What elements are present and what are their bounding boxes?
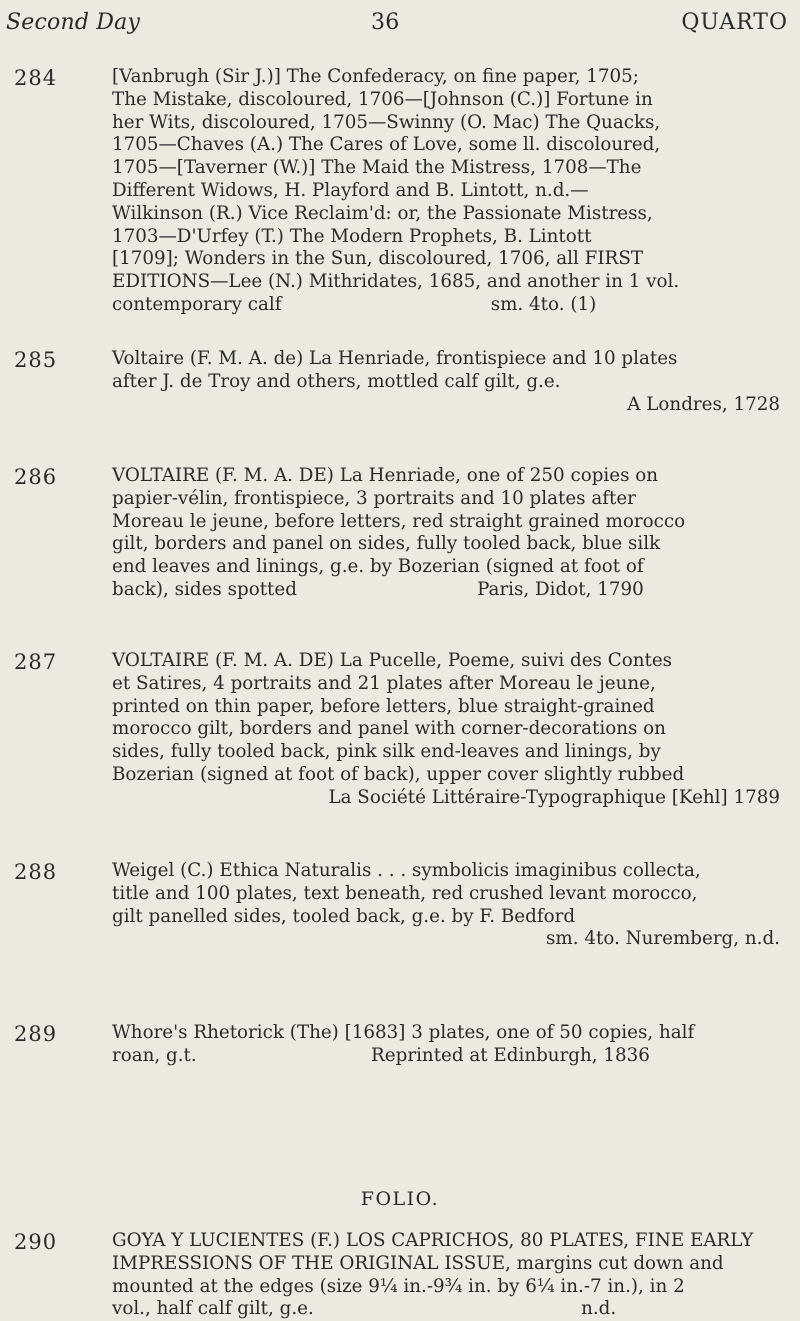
lot-line: GOYA Y LUCIENTES (F.) LOS CAPRICHOS, 80 PLATES, FINE EARLY: [112, 1230, 754, 1251]
lot-description: [112, 650, 780, 810]
lot-line: gilt, borders and panel on sides, fully tooled back, blue silk: [112, 533, 661, 555]
lot-line: IMPRESSIONS OF THE ORIGINAL ISSUE, margins cut down and: [112, 1252, 724, 1274]
lot-description: [112, 465, 780, 602]
lot-line: printed on thin paper, before letters, blue straight-grained: [112, 695, 655, 717]
lot-line: Bozerian (signed at foot of back), upper cover slightly rubbed: [112, 763, 685, 785]
page-number: 36: [371, 10, 400, 35]
lot-line: The Mistake, discoloured, 1706—[Johnson (C.)] Fortune in: [112, 88, 653, 110]
lot-line: 1703—D'Urfey (T.) The Modern Prophets, B. Lintott: [112, 225, 592, 247]
lot-line: VOLTAIRE (F. M. A. DE) La Henriade, one of 250 copies on: [112, 465, 659, 486]
lot-line: papier-vélin, frontispiece, 3 portraits and 10 plates after: [112, 487, 636, 509]
lot-imprint: La Société Littéraire-Typographique [Kehl] 1789: [328, 786, 780, 808]
lot-line: title and 100 plates, text beneath, red crushed levant morocco,: [112, 882, 698, 904]
lot-line: sides, fully tooled back, pink silk end-leaves and linings, by: [112, 741, 661, 763]
lot-imprint: A Londres, 1728: [627, 393, 780, 415]
lot-line: [Vanbrugh (Sir J.)] The Confederacy, on fine paper, 1705;: [112, 66, 639, 87]
lot-number: 284: [14, 66, 58, 90]
lot-line: 1705—[Taverner (W.)] The Maid the Mistress, 1708—The: [112, 157, 642, 179]
lot-description: [112, 1022, 780, 1068]
lot-line: vol., half calf gilt, g.e. n.d.: [112, 1298, 617, 1320]
lot-line: her Wits, discoloured, 1705—Swinny (O. Mac) The Quacks,: [112, 111, 661, 133]
lot-imprint: sm. 4to. Nuremberg, n.d.: [546, 928, 780, 950]
lot-description: [112, 1230, 780, 1321]
lot-line: after J. de Troy and others, mottled calf gilt, g.e.: [112, 370, 561, 392]
lot-line: end leaves and linings, g.e. by Bozerian (signed at foot of: [112, 556, 644, 578]
lot-line: VOLTAIRE (F. M. A. DE) La Pucelle, Poeme, suivi des Contes: [112, 650, 673, 671]
lot-line: mounted at the edges (size 9¼ in.-9¾ in. by 6¼ in.-7 in.), in 2: [112, 1275, 685, 1297]
lot-line: Moreau le jeune, before letters, red straight grained morocco: [112, 510, 686, 532]
running-head: [6, 10, 788, 44]
lot-line: Voltaire (F. M. A. de) La Henriade, frontispiece and 10 plates: [112, 348, 678, 369]
running-head-format: QUARTO: [681, 10, 788, 35]
lot-number: 286: [14, 465, 58, 489]
lot-line: Weigel (C.) Ethica Naturalis . . . symbolicis imaginibus collecta,: [112, 860, 701, 881]
lot-number: 288: [14, 860, 58, 884]
lot-line: back), sides spotted Paris, Didot, 1790: [112, 578, 644, 600]
running-head-day: Second Day: [6, 10, 141, 35]
lot-line: morocco gilt, borders and panel with corner-decorations on: [112, 718, 666, 740]
section-heading: FOLIO.: [360, 1188, 440, 1210]
lot-line: EDITIONS—Lee (N.) Mithridates, 1685, and another in 1 vol.: [112, 271, 680, 293]
lot-number: 289: [14, 1022, 58, 1046]
lot-line: Different Widows, H. Playford and B. Lintott, n.d.—: [112, 179, 589, 201]
lot-number: 290: [14, 1230, 58, 1254]
lot-line: [1709]; Wonders in the Sun, discoloured, 1706, all FIRST: [112, 248, 644, 270]
lot-line: et Satires, 4 portraits and 21 plates after Moreau le jeune,: [112, 672, 656, 694]
lot-description: [112, 860, 780, 951]
lot-number: 285: [14, 348, 58, 372]
lot-line: Wilkinson (R.) Vice Reclaim'd: or, the Passionate Mistress,: [112, 202, 653, 224]
lot-line: gilt panelled sides, tooled back, g.e. by F. Bedford: [112, 905, 576, 927]
lot-line: 1705—Chaves (A.) The Cares of Love, some ll. discoloured,: [112, 134, 661, 156]
lot-description: [112, 66, 780, 317]
lot-line: Whore's Rhetorick (The) [1683] 3 plates, one of 50 copies, half: [112, 1022, 695, 1043]
lot-number: 287: [14, 650, 58, 674]
lot-line: roan, g.t. Reprinted at Edinburgh, 1836: [112, 1044, 650, 1066]
lot-description: [112, 348, 780, 416]
lot-line: contemporary calf sm. 4to. (1): [112, 293, 597, 315]
